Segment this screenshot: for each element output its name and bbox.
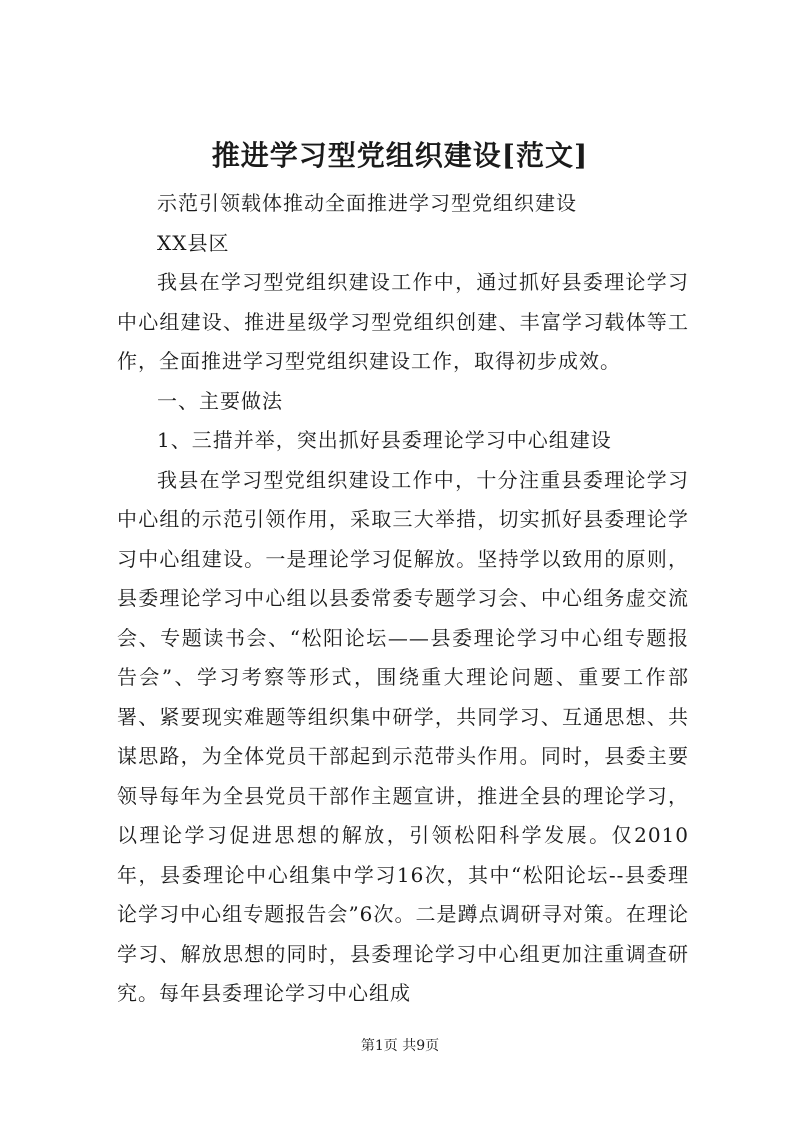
- region-paragraph: XX县区: [157, 230, 230, 255]
- subtitle-paragraph: 示范引领载体推动全面推进学习型党组织建设: [157, 191, 577, 215]
- section-heading: 一、主要做法: [157, 388, 283, 413]
- body-paragraph: 我县在学习型党组织建设工作中，十分注重县委理论学习中心组的示范引领作用，采取三大举措，切实抓好县委理论学习中心组建设。一是理论学习促解放。坚持学以致用的原则，县委理论学习中心组以县委常委专题学习会、中心组务虚交流会、专题读书会、“松阳论坛——县委理论学习中心组专题报告会”、学习考察等形式，围绕重大理论问题、重要工作部署、紧要现实难题等组织集中研学，共同学习、互通思想、共谋思路，为全体党员干部起到示范带头作用。同时，县委主要领导每年为全县党员干部作主题宣讲，推进全县的理论学习，以理论学习促进思想的解放，引领松阳科学发展。仅2010年，县委理论中心组集中学习16次，其中“松阳论坛--县委理论学习中心组专题报告会”6次。二是蹲点调研寻对策。在理论学习、解放思想的同时，县委理论学习中心组更加注重调查研究。每年县委理论学习中心组成: [117, 467, 689, 1005]
- intro-paragraph: 我县在学习型党组织建设工作中，通过抓好县委理论学习中心组建设、推进星级学习型党组织创建、丰富学习载体等工作，全面推进学习型党组织建设工作，取得初步成效。: [117, 270, 689, 373]
- document-body: [117, 184, 689, 1014]
- document-title: 推进学习型党组织建设[范文]: [211, 139, 589, 172]
- subsection-heading: 1、三措并举，突出抓好县委理论学习中心组建设: [157, 428, 612, 452]
- page-footer: 第1页 共9页: [360, 1038, 440, 1054]
